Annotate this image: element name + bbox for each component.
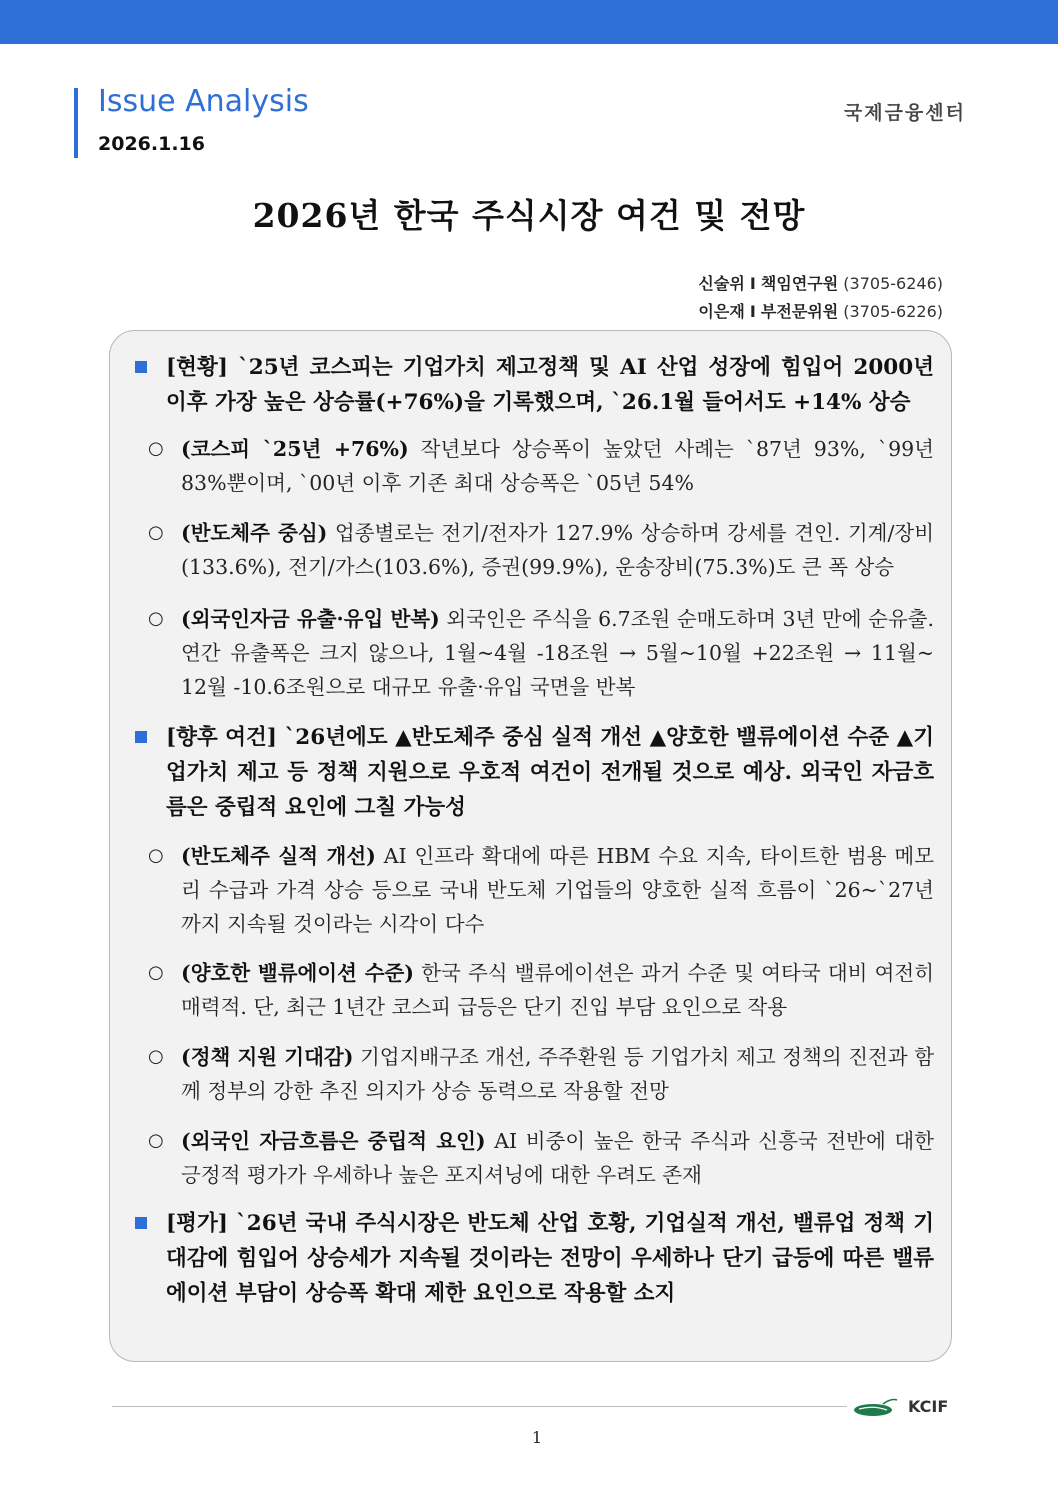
summary-subpoint (181, 956, 934, 1024)
circle-bullet-icon: ○ (148, 438, 164, 459)
subpoint-heading: (외국인자금 유출·유입 반복) (181, 607, 440, 631)
footer-rule (112, 1406, 847, 1407)
header-accent-rule (74, 88, 78, 158)
subpoint-text: 업종별로는 전기/전자가 127.9% 상승하며 강세를 견인. 기계/장비(133.6%), 전기/가스(103.6%), 증권(99.9%), 운송장비(75.3%)도 큰 폭 상승 (181, 521, 934, 579)
subpoint-heading: (정책 지원 기대감) (181, 1045, 354, 1069)
square-bullet-icon (135, 1217, 147, 1229)
circle-bullet-icon: ○ (148, 962, 164, 983)
subpoint-text: 작년보다 상승폭이 높았던 사례는 `87년 93%, `99년 83%뿐이며, `00년 이후 기존 최대 상승폭은 `05년 54% (181, 437, 934, 495)
top-color-bar (0, 0, 1058, 44)
circle-bullet-icon: ○ (148, 1130, 164, 1151)
summary-subpoint (181, 839, 934, 941)
author-name: 이은재 (698, 302, 745, 321)
subpoint-text: AI 비중이 높은 한국 주식과 신흥국 전반에 대한 긍정적 평가가 우세하나 높은 포지셔닝에 대한 우려도 존재 (181, 1129, 934, 1187)
subpoint-text: 외국인은 주식을 6.7조원 순매도하며 3년 만에 순유출. 연간 유출폭은 크지 않으나, 1월~4월 -18조원 → 5월~10월 +22조원 → 11월~ 12월 -10.6조원으로 대규모 유출·유입 국면을 반복 (181, 607, 934, 699)
author-line (698, 298, 943, 326)
subpoint-text: AI 인프라 확대에 따른 HBM 수요 지속, 타이트한 범용 메모리 수급과 가격 상승 등으로 국내 반도체 기업들의 양호한 실적 흐름이 `26~`27년까지 지속될 것이라는 시각이 다수 (181, 844, 934, 936)
author-role: 책임연구원 (760, 274, 839, 293)
subpoint-text: 기업지배구조 개선, 주주환원 등 기업가치 제고 정책의 진전과 함께 정부의 강한 추진 의지가 상승 동력으로 작용할 전망 (181, 1045, 934, 1103)
square-bullet-icon (135, 361, 147, 373)
author-line (698, 270, 943, 298)
circle-bullet-icon: ○ (148, 522, 164, 543)
summary-subpoint (181, 516, 934, 584)
summary-point-outlook: [향후 여건] `26년에도 ▲반도체주 중심 실적 개선 ▲양호한 밸류에이션 수준 ▲기업가치 제고 등 정책 지원으로 우호적 여건이 전개될 것으로 예상. 외국인 자금흐름은 중립적 요인에 그칠 가능성 (166, 725, 934, 820)
publication-date: 2026.1.16 (98, 133, 205, 155)
subpoint-heading: (양호한 밸류에이션 수준) (181, 961, 415, 985)
series-title: Issue Analysis (98, 84, 309, 119)
square-bullet-icon (135, 731, 147, 743)
summary-point-current: [현황] `25년 코스피는 기업가치 제고정책 및 AI 산업 성장에 힘입어 2000년 이후 가장 높은 상승률(+76%)을 기록했으며, `26.1월 들어서도 +14% 상승 (166, 355, 934, 415)
circle-bullet-icon: ○ (148, 1046, 164, 1067)
summary-point-assessment: [평가] `26년 국내 주식시장은 반도체 산업 호황, 기업실적 개선, 밸류업 정책 기대감에 힘입어 상승세가 지속될 것이라는 전망이 우세하나 단기 급등에 따른 밸류에이션 부담이 상승폭 확대 제한 요인으로 작용할 소지 (166, 1211, 934, 1306)
subpoint-heading: (반도체주 중심) (181, 521, 328, 545)
summary-subpoint (181, 1040, 934, 1108)
summary-subpoint (181, 432, 934, 500)
page-number: 1 (531, 1428, 543, 1447)
author-separator: I (749, 274, 756, 293)
organization-name: 국제금융센터 (843, 102, 966, 124)
author-phone: (3705-6246) (843, 274, 943, 293)
kcif-logo-icon (853, 1398, 899, 1418)
subpoint-heading: (반도체주 실적 개선) (181, 844, 376, 868)
summary-subpoint (181, 602, 934, 704)
author-separator: I (749, 302, 756, 321)
author-phone: (3705-6226) (843, 302, 943, 321)
author-name: 신술위 (698, 274, 745, 293)
author-role: 부전문위원 (760, 302, 839, 321)
author-block (698, 270, 943, 326)
summary-subpoint (181, 1124, 934, 1192)
circle-bullet-icon: ○ (148, 845, 164, 866)
circle-bullet-icon: ○ (148, 608, 164, 629)
report-title: 2026년 한국 주식시장 여건 및 전망 (252, 196, 806, 235)
subpoint-heading: (외국인 자금흐름은 중립적 요인) (181, 1129, 486, 1153)
kcif-logo-text: KCIF (908, 1397, 949, 1416)
subpoint-text: 한국 주식 밸류에이션은 과거 수준 및 여타국 대비 여전히 매력적. 단, 최근 1년간 코스피 급등은 단기 진입 부담 요인으로 작용 (181, 961, 934, 1019)
subpoint-heading: (코스피 `25년 +76%) (181, 437, 409, 461)
